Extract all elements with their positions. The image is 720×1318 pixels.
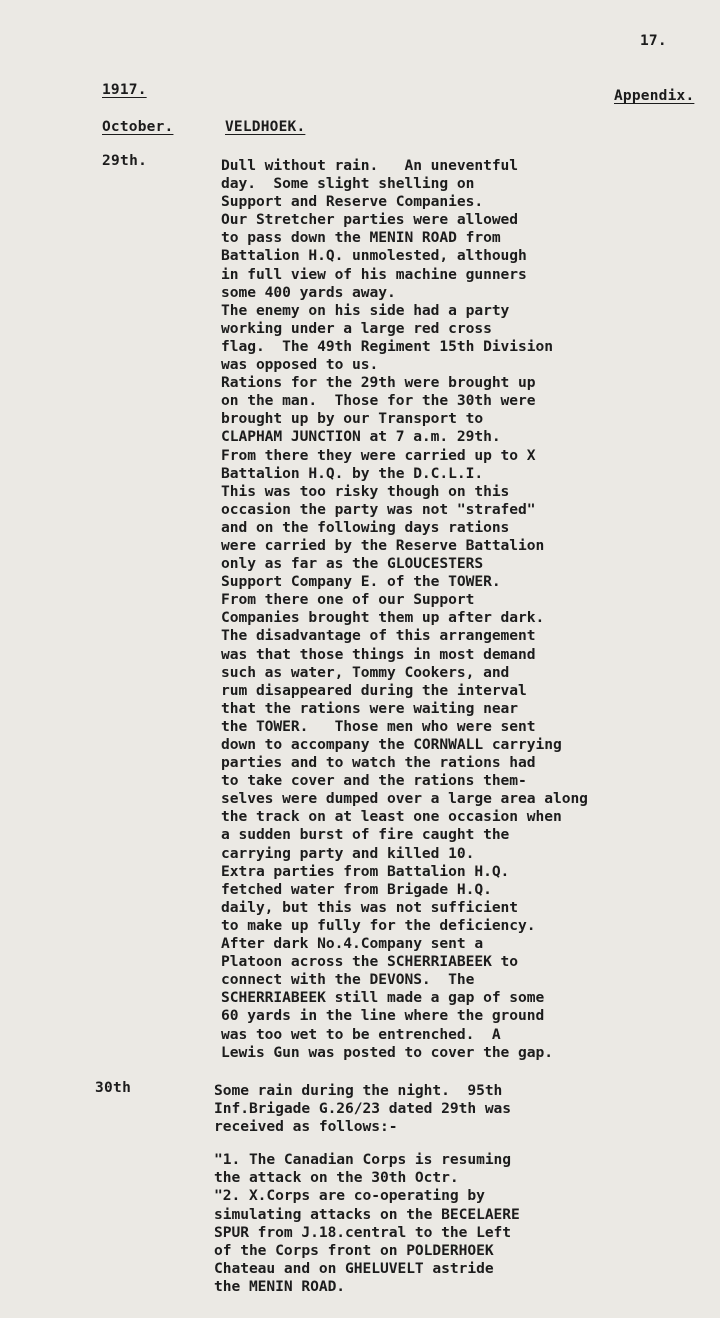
location-heading: VELDHOEK. [225, 119, 306, 135]
text-line: Battalion H.Q. unmolested, although [221, 247, 527, 265]
text-line: down to accompany the CORNWALL carrying [221, 736, 562, 753]
text-line: connect with the DEVONS. The [221, 971, 475, 989]
text-line: 60 yards in the line where the ground [221, 1007, 545, 1025]
text-line: brought up by our Transport to [221, 410, 484, 428]
text-line: From there they were carried up to X [221, 446, 536, 464]
text-line: on the man. Those for the 30th were [221, 392, 536, 410]
text-line: some 400 yards away. [221, 283, 396, 301]
text-line: This was too risky though on this [221, 482, 510, 500]
text-line: Rations for the 29th were brought up [221, 374, 536, 392]
paragraph-gap [214, 1136, 520, 1151]
text-line: only as far as the GLOUCESTERS [221, 555, 484, 573]
entry-date-29th: 29th. [102, 153, 148, 169]
text-line: Lewis Gun was posted to cover the gap. [221, 1043, 553, 1061]
text-line: the track on at least one occasion when [221, 808, 562, 826]
entry-date-30th: 30th [95, 1080, 132, 1096]
text-line: Some rain during the night. 95th [214, 1082, 503, 1099]
text-line: the attack on the 30th Octr. [214, 1169, 459, 1187]
text-line: were carried by the Reserve Battalion [221, 536, 545, 554]
text-line: and on the following days rations [221, 518, 510, 536]
text-line: in full view of his machine gunners [221, 265, 527, 283]
text-line: that the rations were waiting near [221, 699, 519, 717]
text-line: rum disappeared during the interval [221, 681, 527, 699]
entry-29th-text [221, 157, 588, 1062]
text-line: "1. The Canadian Corps is resuming [214, 1151, 512, 1169]
page-number: 17. [640, 33, 667, 49]
text-line: day. Some slight shelling on [221, 175, 475, 193]
text-line: to pass down the MENIN ROAD from [221, 229, 501, 247]
month-heading: October. [102, 119, 174, 135]
text-line: daily, but this was not sufficient [221, 898, 519, 916]
text-line: such as water, Tommy Cookers, and [221, 663, 510, 681]
text-line: the MENIN ROAD. [214, 1277, 346, 1295]
text-line: Chateau and on GHELUVELT astride [214, 1259, 494, 1277]
entry-30th-text [214, 1082, 520, 1296]
text-line: occasion the party was not "strafed" [221, 500, 536, 518]
text-line: Inf.Brigade G.26/23 dated 29th was [214, 1100, 512, 1118]
text-line: was too wet to be entrenched. A [221, 1025, 501, 1043]
text-line: Support Company E. of the TOWER. [221, 573, 501, 591]
text-line: the TOWER. Those men who were sent [221, 717, 536, 735]
text-line: to make up fully for the deficiency. [221, 916, 536, 934]
appendix-heading: Appendix. [614, 88, 695, 104]
text-line: was opposed to us. [221, 356, 379, 374]
text-line: was that those things in most demand [221, 645, 536, 663]
text-line: a sudden burst of fire caught the [221, 826, 510, 844]
text-line: flag. The 49th Regiment 15th Division [221, 337, 553, 355]
text-line: SCHERRIABEEK still made a gap of some [221, 989, 545, 1007]
text-line: SPUR from J.18.central to the Left [214, 1223, 512, 1241]
text-line: After dark No.4.Company sent a [221, 935, 484, 953]
text-line: "2. X.Corps are co-operating by [214, 1187, 485, 1205]
text-line: Our Stretcher parties were allowed [221, 211, 519, 229]
text-line: selves were dumped over a large area along [221, 790, 588, 808]
text-line: The disadvantage of this arrangement [221, 627, 536, 645]
year-heading: 1917. [102, 82, 147, 98]
text-line: The enemy on his side had a party [221, 301, 510, 319]
text-line: From there one of our Support [221, 591, 475, 609]
text-line: Battalion H.Q. by the D.C.L.I. [221, 464, 484, 482]
text-line: CLAPHAM JUNCTION at 7 a.m. 29th. [221, 428, 501, 446]
text-line: Platoon across the SCHERRIABEEK to [221, 953, 519, 971]
text-line: simulating attacks on the BECELAERE [214, 1205, 520, 1223]
text-line: of the Corps front on POLDERHOEK [214, 1241, 494, 1259]
text-line: received as follows:- [214, 1118, 398, 1136]
text-line: parties and to watch the rations had [221, 754, 536, 772]
text-line: fetched water from Brigade H.Q. [221, 880, 492, 898]
text-line: Support and Reserve Companies. [221, 193, 484, 211]
text-line: Companies brought them up after dark. [221, 609, 545, 627]
text-line: working under a large red cross [221, 319, 492, 337]
text-line: Dull without rain. An uneventful [221, 157, 519, 174]
text-line: carrying party and killed 10. [221, 844, 475, 862]
text-line: Extra parties from Battalion H.Q. [221, 862, 510, 880]
text-line: to take cover and the rations them- [221, 772, 527, 790]
